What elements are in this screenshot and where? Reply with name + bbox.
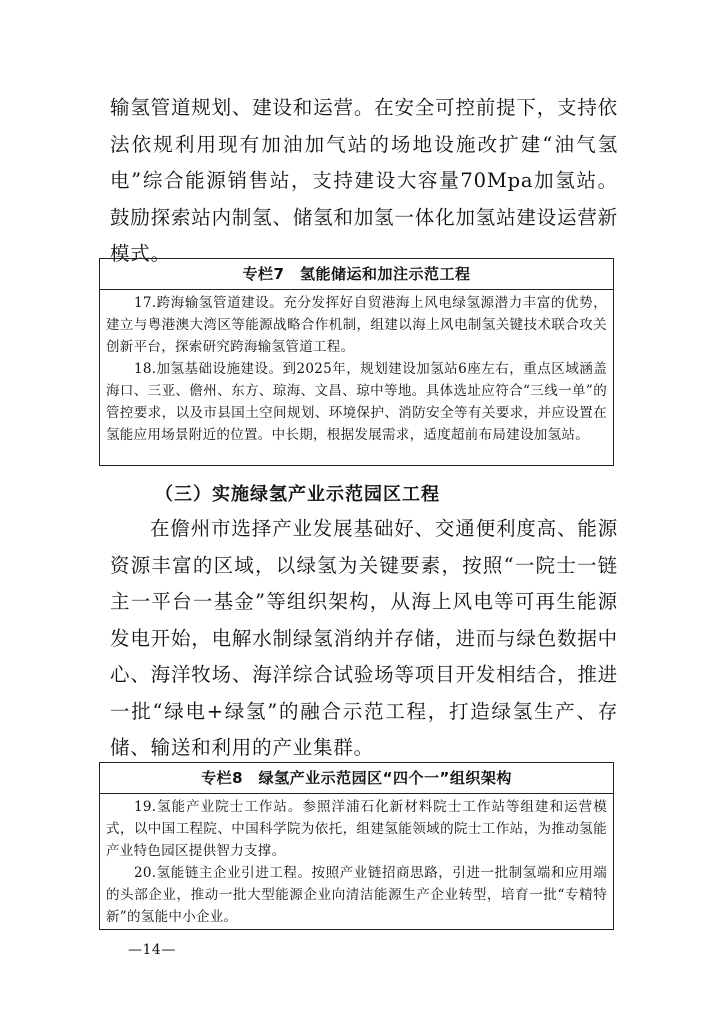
body-paragraph-main: 在儋州市选择产业发展基础好、交通便利度高、能源资源丰富的区域，以绿氢为关键要素，按照“一院士一链主一平台一基金”等组织架构，从海上风电等可再生能源发电开始，电解水制绿氢消纳并存储，进而与绿色数据中心、海洋牧场、海洋综合试验场等项目开发相结合，推进一批“绿电+绿氢”的融合示范工程，打造绿氢生产、存储、输送和利用的产业集群。 — [110, 517, 618, 759]
column-box-7-item-17: 17.跨海输氢管道建设。充分发挥好自贸港海上风电绿氢源潜力丰富的优势，建立与粤港澳大湾区等能源战略合作机制，组建以海上风电制氢关键技术联合攻关创新平台，探索研究跨海输氢管道工程。 — [106, 295, 607, 355]
column-box-8 — [99, 762, 614, 930]
column-box-7 — [99, 258, 614, 466]
page-number: —14— — [128, 942, 176, 958]
column-box-7-item-18: 18.加氢基础设施建设。到2025年，规划建设加氢站6座左右，重点区域涵盖海口、三亚、儋州、东方、琼海、文昌、琼中等地。具体选址应符合“三线一单”的管控要求，以及市县国土空间规划、环境保护、消防安全等有关要求，并应设置在氢能应用场景附近的位置。中长期，根据发展需求，适度超前布局建设加氢站。 — [106, 361, 607, 443]
column-box-8-item-19: 19.氢能产业院士工作站。参照洋浦石化新材料院士工作站等组建和运营模式，以中国工程院、中国科学院为依托，组建氢能领域的院士工作站，为推动氢能产业特色园区提供智力支撑。 — [106, 799, 607, 859]
body-paragraph-top: 输氢管道规划、建设和运营。在安全可控前提下，支持依法依规利用现有加油加气站的场地设施改扩建“油气氢电”综合能源销售站，支持建设大容量70Mpa加氢站。鼓励探索站内制氢、储氢和加氢一体化加氢站建设运营新模式。 — [110, 96, 618, 265]
column-box-8-title: 专栏8 绿氢产业示范园区“四个一”组织架构 — [100, 763, 613, 794]
column-box-8-item-20: 20.氢能链主企业引进工程。按照产业链招商思路，引进一批制氢端和应用端的头部企业，推动一批大型能源企业向清洁能源生产企业转型，培育一批“专精特新”的氢能中小企业。 — [106, 865, 607, 925]
column-box-7-title: 专栏7 氢能储运和加注示范工程 — [100, 259, 613, 290]
section-heading: （三）实施绿氢产业示范园区工程 — [155, 484, 440, 505]
